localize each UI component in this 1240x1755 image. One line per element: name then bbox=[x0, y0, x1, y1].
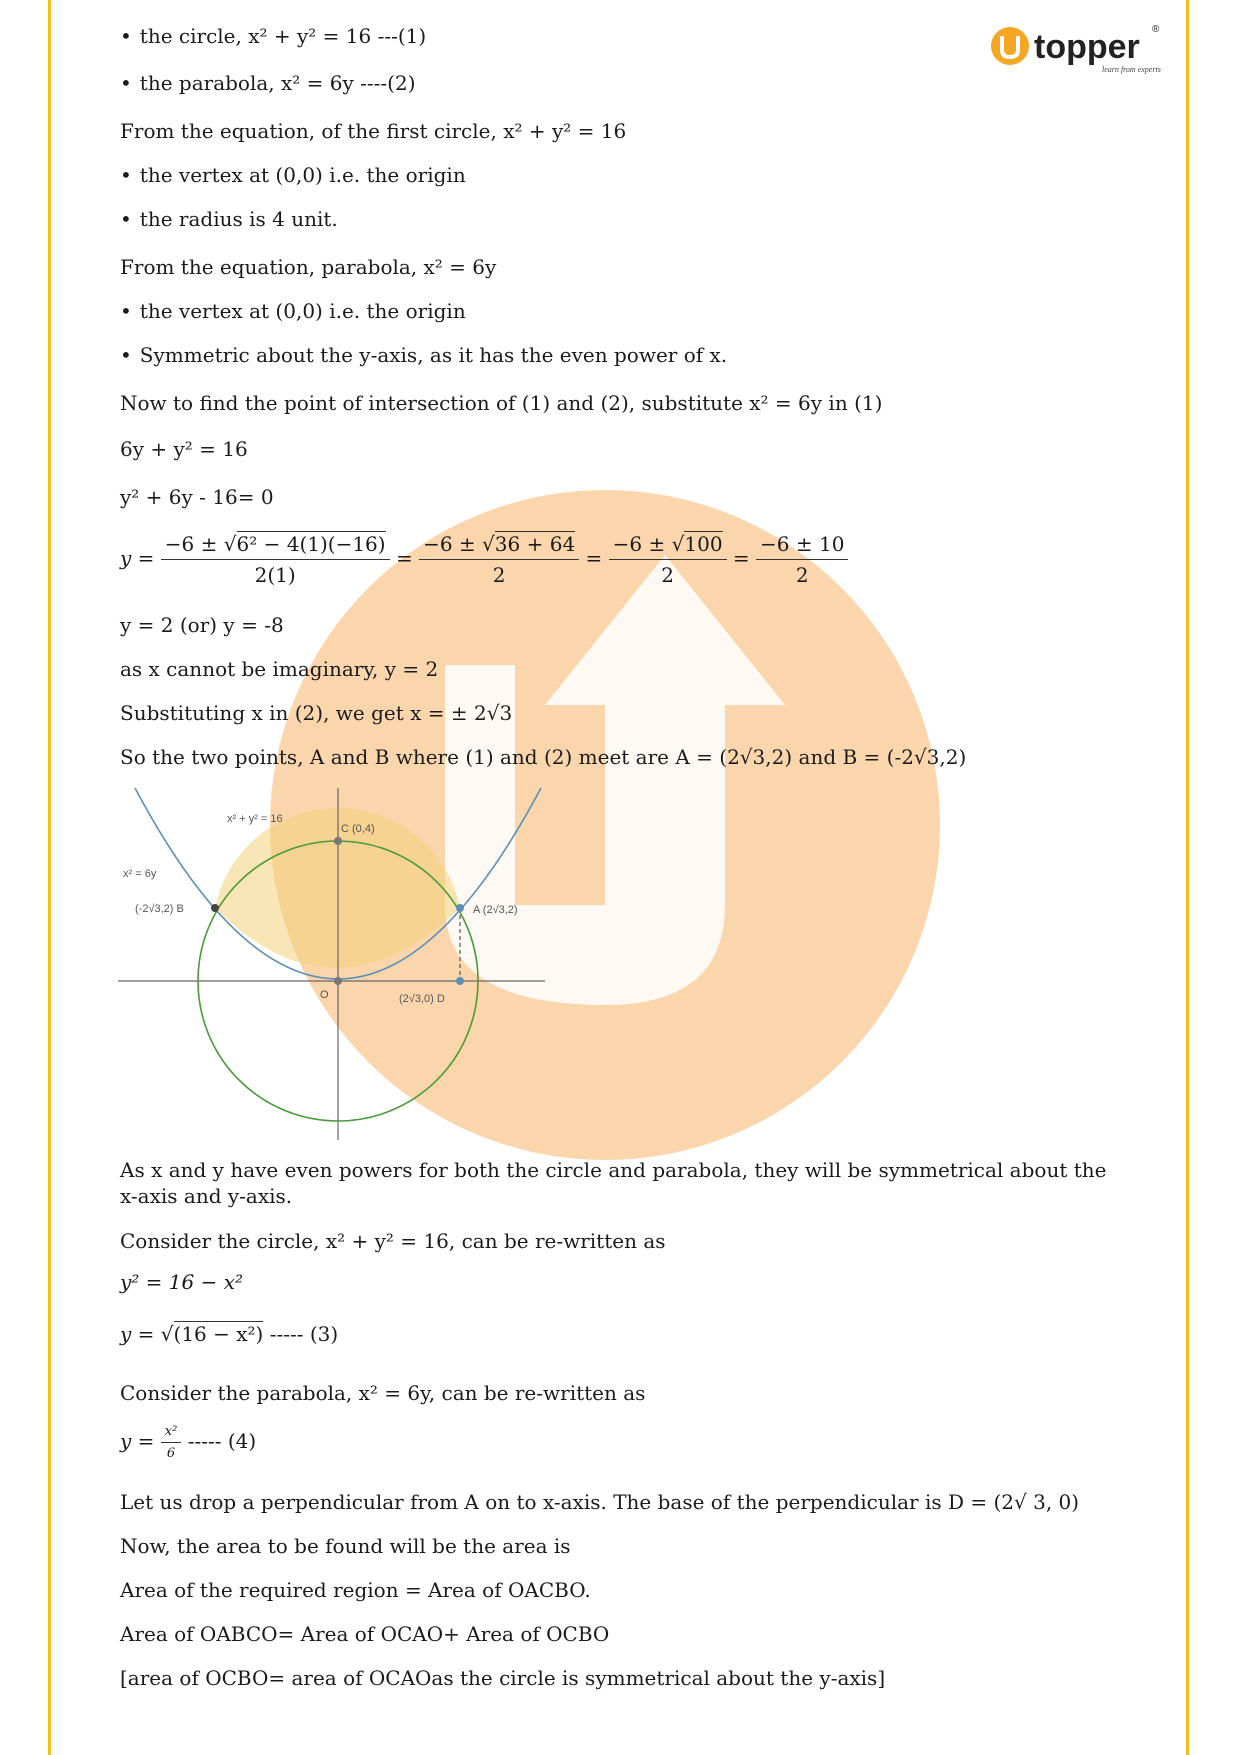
brand-logo-text: topper bbox=[1034, 28, 1140, 66]
text-line: as x cannot be imaginary, y = 2 bbox=[120, 657, 439, 681]
point-a-dot bbox=[456, 904, 464, 912]
point-o-label: O bbox=[320, 989, 329, 1001]
math-lhs: y = bbox=[120, 1429, 155, 1453]
text-line: • Symmetric about the y-axis, as it has the even power of x. bbox=[120, 342, 727, 368]
text-line: • the circle, x² + y² = 16 ---(1) bbox=[120, 23, 426, 49]
fraction-den: 2 bbox=[492, 563, 506, 587]
math-lhs: y = bbox=[120, 1322, 155, 1346]
text-paragraph: As x and y have even powers for both the circle and parabola, they will be symmetrical about the x-axis and y-axis. bbox=[120, 1158, 1107, 1208]
text-line: • the radius is 4 unit. bbox=[120, 206, 338, 232]
point-b-label: (-2√3,2) B bbox=[135, 903, 184, 915]
equals-sign: = bbox=[585, 546, 603, 570]
text-line: From the equation, of the first circle, x² + y² = 16 bbox=[120, 119, 627, 143]
brand-tagline: learn from experts bbox=[1102, 65, 1161, 74]
point-b-dot bbox=[211, 904, 219, 912]
radicand: 100 bbox=[684, 532, 723, 556]
fraction-num: −6 ± bbox=[164, 532, 224, 556]
point-d-label: (2√3,0) D bbox=[399, 993, 445, 1005]
text-line: Let us drop a perpendicular from A on to x-axis. The base of the perpendicular is D = (2√ 3, 0) bbox=[120, 1490, 1080, 1514]
fraction-1 bbox=[161, 532, 390, 587]
radicand: (16 − x²) bbox=[173, 1322, 264, 1346]
brand-registered: ® bbox=[1152, 24, 1160, 35]
fraction-2 bbox=[419, 532, 579, 587]
text-line: Area of the required region = Area of OACBO. bbox=[120, 1578, 591, 1602]
brand-logo bbox=[990, 22, 1170, 82]
fraction-den: 2 bbox=[795, 563, 809, 587]
text-line: y = 2 (or) y = -8 bbox=[120, 613, 284, 637]
radicand: 6² − 4(1)(−16) bbox=[236, 532, 386, 556]
point-o-dot bbox=[334, 977, 342, 985]
equation-tag: ----- (4) bbox=[187, 1429, 257, 1453]
text-line: Substituting x in (2), we get x = ± 2√3 bbox=[120, 701, 513, 725]
text-line: 6y + y² = 16 bbox=[120, 437, 248, 461]
sqrt-symbol: √ bbox=[482, 532, 495, 556]
fraction-num: x² bbox=[161, 1424, 182, 1443]
circle-label: x² + y² = 16 bbox=[227, 813, 283, 825]
text-line: Now to find the point of intersection of (1) and (2), substitute x² = 6y in (1) bbox=[120, 391, 883, 415]
fraction-num: −6 ± 10 bbox=[756, 532, 848, 560]
point-a-label: A (2√3,2) bbox=[473, 904, 518, 916]
brand-logo-mark bbox=[990, 22, 1170, 82]
text-line: So the two points, A and B where (1) and (2) meet are A = (2√3,2) and B = (-2√3,2) bbox=[120, 745, 967, 769]
fraction-3 bbox=[609, 532, 727, 587]
equals-sign: = bbox=[732, 546, 750, 570]
fraction-4 bbox=[756, 532, 848, 587]
sqrt-symbol: √ bbox=[223, 532, 237, 556]
point-c-label: C (0,4) bbox=[341, 823, 375, 835]
fraction-den: 2(1) bbox=[254, 563, 296, 587]
parabola-label: x² = 6y bbox=[123, 868, 157, 880]
text-line: Area of OABCO= Area of OCAO+ Area of OCBO bbox=[120, 1622, 610, 1646]
sqrt-symbol: √ bbox=[160, 1322, 174, 1346]
text-line: • the vertex at (0,0) i.e. the origin bbox=[120, 298, 466, 324]
radicand: 36 + 64 bbox=[494, 532, 576, 556]
text-line: Consider the parabola, x² = 6y, can be re-written as bbox=[120, 1381, 646, 1405]
fraction-num: −6 ± bbox=[612, 532, 672, 556]
point-c-dot bbox=[334, 837, 342, 845]
circle-parabola-graph bbox=[115, 780, 555, 1145]
text-line: [area of OCBO= area of OCAOas the circle is symmetrical about the y-axis] bbox=[120, 1666, 886, 1690]
fraction-den: 6 bbox=[166, 1446, 176, 1461]
fraction-den: 2 bbox=[661, 563, 674, 587]
fraction bbox=[161, 1424, 182, 1461]
page-border-right bbox=[1186, 0, 1189, 1755]
text-line: Now, the area to be found will be the area is bbox=[120, 1534, 571, 1558]
equals-sign: = bbox=[395, 546, 413, 570]
fraction-num: −6 ± bbox=[423, 532, 483, 556]
text-line: From the equation, parabola, x² = 6y bbox=[120, 255, 497, 279]
text-line: • the vertex at (0,0) i.e. the origin bbox=[120, 162, 466, 188]
point-d-dot bbox=[456, 977, 464, 985]
equation-3 bbox=[120, 1322, 338, 1346]
equation-4 bbox=[120, 1424, 256, 1461]
text-line: • the parabola, x² = 6y ----(2) bbox=[120, 70, 416, 96]
circle-rewritten-equation: y² = 16 − x² bbox=[120, 1270, 244, 1294]
sqrt-symbol: √ bbox=[671, 532, 685, 556]
text-line: Consider the circle, x² + y² = 16, can be re-written as bbox=[120, 1229, 666, 1253]
quadratic-formula bbox=[120, 532, 848, 587]
math-lhs: y = bbox=[120, 546, 155, 570]
page-border-left bbox=[48, 0, 51, 1755]
equation-tag: ----- (3) bbox=[269, 1322, 339, 1346]
text-line: y² + 6y - 16= 0 bbox=[120, 485, 274, 509]
